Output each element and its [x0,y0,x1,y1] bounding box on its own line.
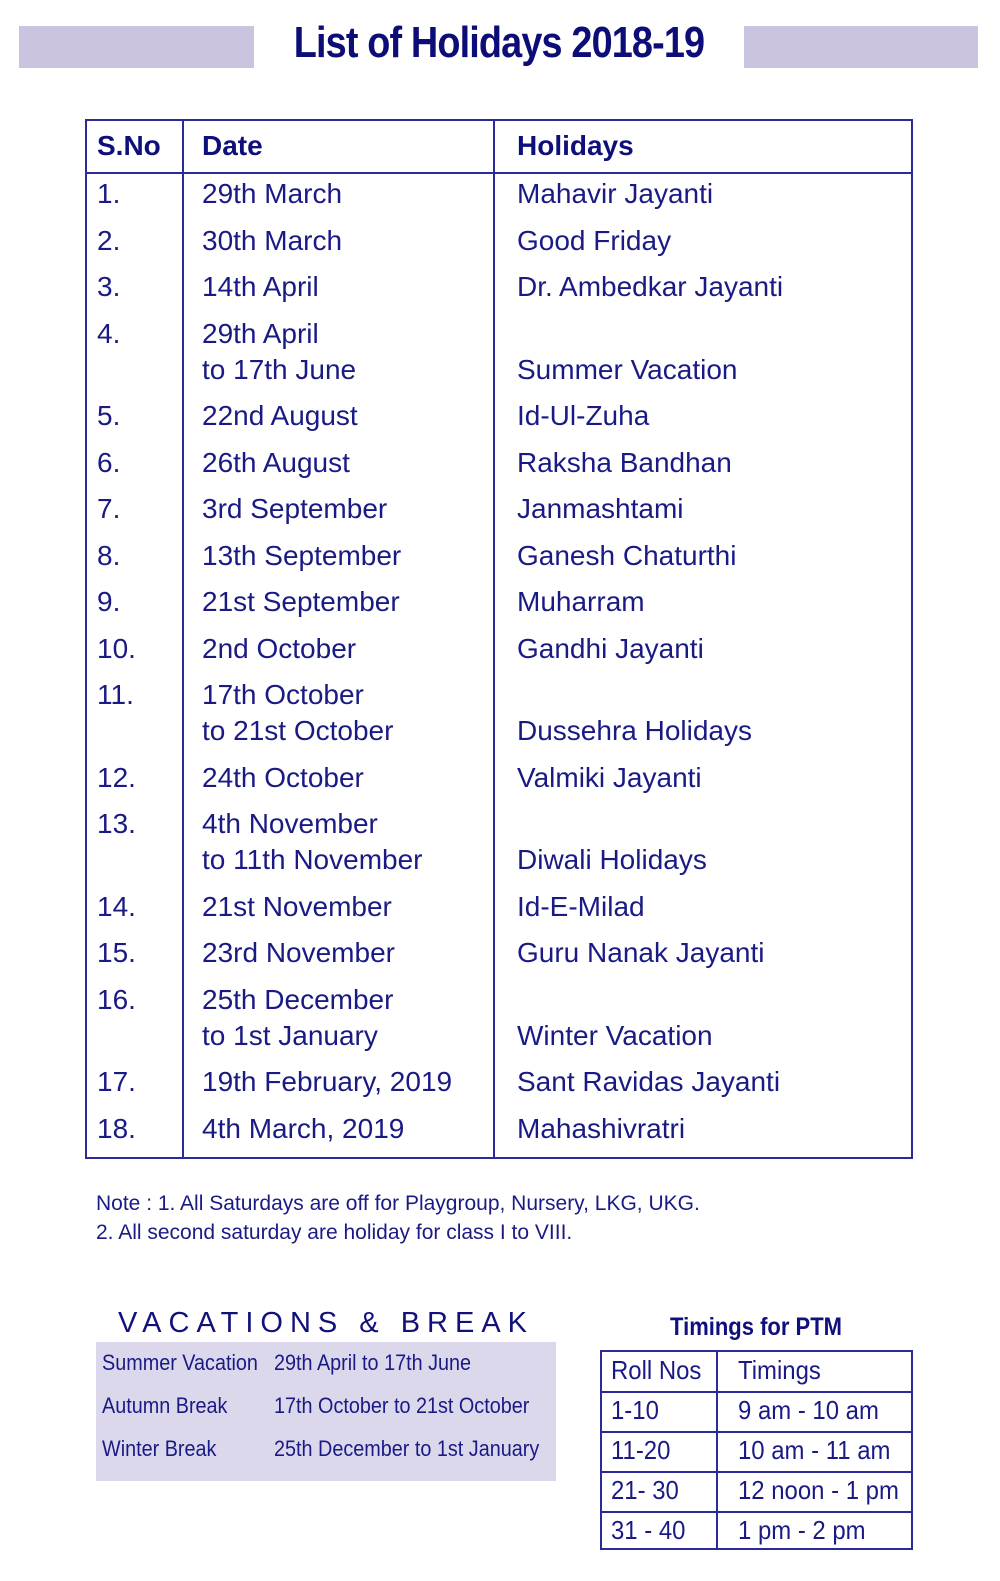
row-sno: 5. [97,400,121,431]
row-date: 3rd September [202,493,388,524]
row-divider [602,1511,911,1513]
ptm-roll: 21- 30 [611,1475,679,1505]
ptm-table [600,1350,913,1550]
row-date: 2nd October [202,632,357,664]
row-sno: 6. [97,446,121,478]
column-divider [182,121,184,1157]
row-date: 4th March, 2019 [202,1112,405,1144]
vacation-name: Winter Break [102,1436,217,1461]
row-holiday: Dussehra Holidays [517,715,752,746]
vacations-break-title: VACATIONS & BREAK [117,1307,535,1339]
row-date: 17th October [202,679,364,710]
row-date: 19th February, 2019 [202,1066,453,1097]
row-date: 23rd November [202,937,395,968]
row-holiday: Guru Nanak Jayanti [517,937,765,968]
ptm-timing: 12 noon - 1 pm [738,1475,899,1505]
vacation-name: Autumn Break [102,1393,228,1418]
row-date: 24th October [202,761,364,793]
row-holiday: Valmiki Jayanti [517,761,702,793]
header-holidays: Holidays [517,130,634,161]
row-holiday: Winter Vacation [517,1019,713,1051]
row-sno: 17. [97,1066,136,1097]
row-sno: 10. [97,632,136,664]
row-divider [602,1431,911,1433]
row-holiday: Muharram [517,586,645,617]
row-date: 21st November [202,890,392,922]
row-sno: 1. [97,178,121,209]
ptm-timing: 10 am - 11 am [738,1435,891,1465]
holidays-table [85,119,913,1159]
vacation-period: 25th December to 1st January [274,1436,540,1461]
row-holiday: Raksha Bandhan [517,446,732,478]
row-divider [602,1471,911,1473]
row-holiday: Mahashivratri [517,1112,686,1144]
row-date: to 1st January [202,1019,378,1051]
row-date: 22nd August [202,400,358,431]
ptm-timing: 9 am - 10 am [738,1395,879,1425]
ptm-timing: 1 pm - 2 pm [738,1515,866,1545]
row-date: 29th March [202,178,343,209]
header-date: Date [202,130,263,161]
vacation-period: 29th April to 17th June [274,1350,472,1375]
row-holiday: Id-Ul-Zuha [517,400,650,431]
row-divider [602,1391,911,1393]
row-date: 30th March [202,224,343,256]
page-title: List of Holidays 2018-19 [293,18,705,67]
row-sno: 13. [97,808,136,839]
ptm-roll: 1-10 [611,1395,659,1425]
row-date: to 11th November [202,844,423,875]
header-divider [87,172,911,174]
row-sno: 16. [97,983,136,1015]
note-2: 2. All second saturday are holiday for class I to VIII. [96,1221,573,1244]
title-bar-left [19,26,254,68]
row-sno: 11. [97,679,134,710]
row-holiday: Janmashtami [517,493,684,524]
row-holiday: Mahavir Jayanti [517,178,714,209]
title-bar-right [744,26,978,68]
row-date: 25th December [202,983,394,1015]
vacation-period: 17th October to 21st October [274,1393,530,1418]
column-divider [493,121,495,1157]
row-sno: 3. [97,271,121,302]
ptm-roll: 31 - 40 [611,1515,686,1545]
vacation-name: Summer Vacation [102,1350,258,1375]
row-sno: 14. [97,890,136,922]
row-holiday: Good Friday [517,224,672,256]
row-sno: 15. [97,937,136,968]
ptm-title: Timings for PTM [670,1313,842,1341]
note-1: Note : 1. All Saturdays are off for Playgroup, Nursery, LKG, UKG. [96,1192,700,1215]
header-sno: S.No [97,130,161,161]
row-date: 13th September [202,539,402,571]
row-date: to 17th June [202,353,357,385]
row-sno: 12. [97,761,136,793]
row-holiday: Id-E-Milad [517,890,645,922]
row-holiday: Ganesh Chaturthi [517,539,737,571]
row-holiday: Dr. Ambedkar Jayanti [517,271,784,302]
row-holiday: Summer Vacation [517,353,738,385]
row-holiday: Gandhi Jayanti [517,632,704,664]
row-sno: 7. [97,493,121,524]
row-sno: 18. [97,1112,136,1144]
row-date: 29th April [202,317,319,349]
vacations-break-box [96,1342,556,1481]
row-date: 14th April [202,271,319,302]
column-divider [716,1352,718,1548]
row-date: 21st September [202,586,400,617]
row-sno: 4. [97,317,121,349]
row-date: 26th August [202,446,350,478]
row-sno: 9. [97,586,121,617]
ptm-roll: 11-20 [611,1435,671,1465]
ptm-header-roll: Roll Nos [611,1355,702,1385]
row-holiday: Sant Ravidas Jayanti [517,1066,781,1097]
row-sno: 2. [97,224,121,256]
row-date: 4th November [202,808,378,839]
ptm-header-timings: Timings [738,1355,821,1385]
row-sno: 8. [97,539,121,571]
row-date: to 21st October [202,715,394,746]
row-holiday: Diwali Holidays [517,844,707,875]
